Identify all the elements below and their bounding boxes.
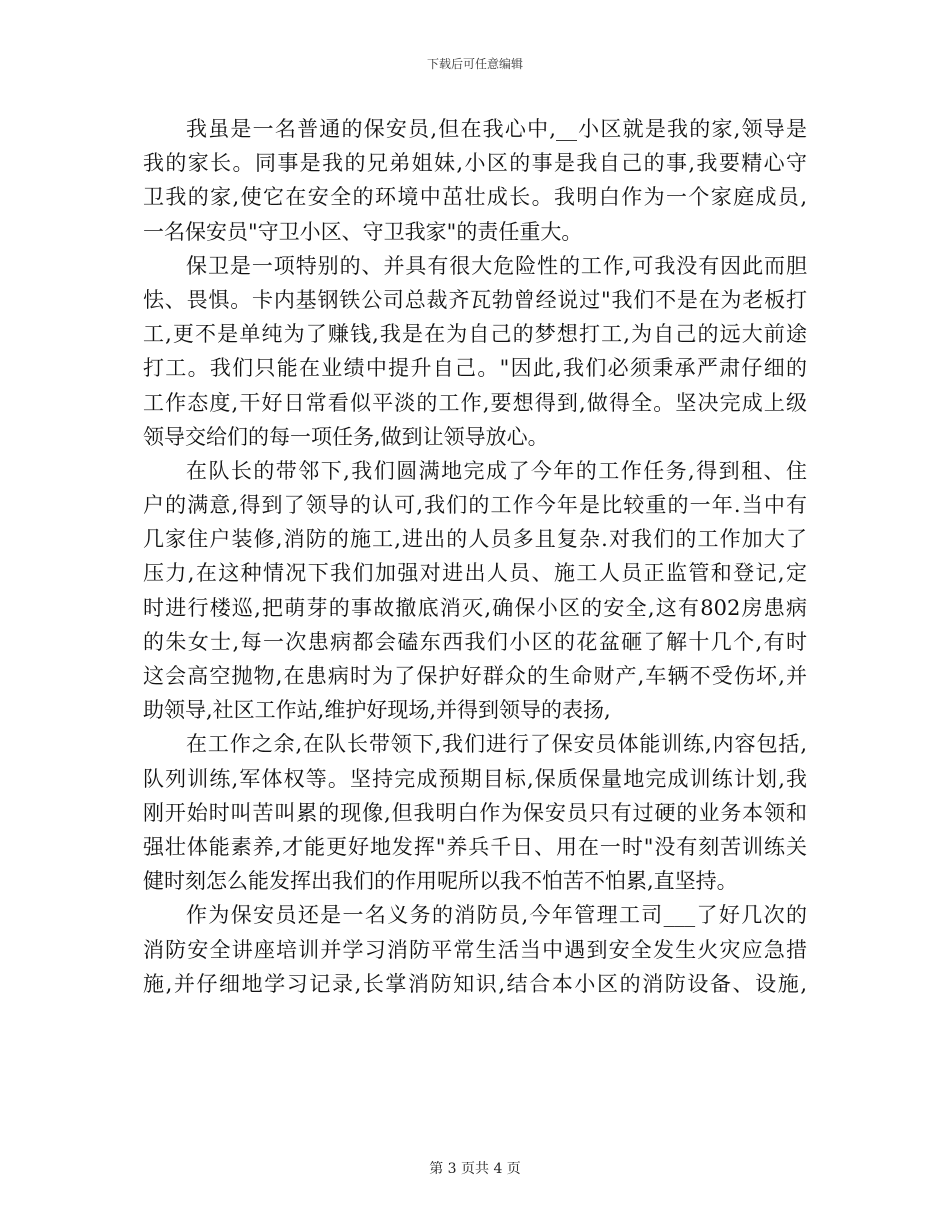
paragraph-5-line-2: 消防安全讲座培训并学习消防平常生活当中遇到安全发生火灾应急措 [143, 937, 807, 962]
paragraph-3-line-1: 在队长的带邻下,我们圆满地完成了今年的工作任务,得到租、住 [186, 458, 807, 483]
paragraph-2-line-5: 工作态度,干好日常看似平淡的工作,要想得到,做得全。坚决完成上级 [143, 390, 807, 415]
paragraph-1-line-2: 我的家长。同事是我的兄弟姐妹,小区的事是我自己的事,我要精心守 [143, 151, 807, 176]
paragraph-4-line-4: 强壮体能素养,才能更好地发挥"养兵千日、用在一时"没有刻苦训练关 [143, 834, 807, 859]
paragraph-4-line-3: 刚开始时叫苦叫累的现像,但我明白作为保安员只有过硬的业务本领和 [143, 800, 807, 825]
paragraph-2-line-1: 保卫是一项特别的、并具有很大危险性的工作,可我没有因此而胆 [186, 253, 807, 278]
paragraph-4-line-2: 队列训练,军体权等。坚持完成预期目标,保质保量地完成训练计划,我 [143, 766, 807, 791]
paragraph-2-line-3: 工,更不是单纯为了赚钱,我是在为自己的梦想打工,为自己的远大前途 [143, 322, 807, 347]
page-footer: 第 3 页共 4 页 [429, 1161, 521, 1177]
paragraph-3-line-5: 时进行楼巡,把萌芽的事故撤底消灭,确保小区的安全,这有802房患病 [143, 595, 807, 620]
page-header: 下载后可任意编辑 [426, 57, 523, 71]
paragraph-5-line-3: 施,并仔细地学习记录,长掌消防知识,结合本小区的消防设备、设施, [143, 971, 807, 996]
paragraph-2-line-4: 打工。我们只能在业绩中提升自己。"因此,我们必须秉承严肃仔细的 [143, 356, 807, 381]
paragraph-3-line-8: 助领导,社区工作站,维护好现场,并得到领导的表扬, [143, 698, 611, 723]
paragraph-3-line-7: 这会高空抛物,在患病时为了保护好群众的生命财产,车辆不受伤坏,并 [143, 664, 807, 688]
paragraph-2-line-6: 领导交给们的每一项任务,做到让领导放心。 [143, 424, 549, 449]
paragraph-1-line-1: 我虽是一名普通的保安员,但在我心中,__小区就是我的家,领导是 [186, 117, 807, 141]
paragraph-1-line-4: 一名保安员"守卫小区、守卫我家"的责任重大。 [143, 219, 583, 244]
paragraph-3-line-6: 的朱女士,每一次患病都会磕东西我们小区的花盆砸了解十几个,有时 [143, 629, 807, 654]
paragraph-3-line-2: 户的满意,得到了领导的认可,我们的工作今年是比较重的一年.当中有 [143, 493, 807, 518]
paragraph-5-line-1: 作为保安员还是一名义务的消防员,今年管理工司___了好几次的 [186, 903, 807, 928]
paragraph-4-line-1: 在工作之余,在队长带领下,我们进行了保安员体能训练,内容包括, [186, 732, 807, 757]
paragraph-2-line-2: 怯、畏惧。卡内基钢铁公司总裁齐瓦勃曾经说过"我们不是在为老板打 [143, 287, 807, 312]
paragraph-3-line-3: 几家住户装修,消防的施工,进出的人员多且复杂.对我们的工作加大了 [143, 527, 807, 552]
paragraph-1-line-3: 卫我的家,使它在安全的环境中茁壮成长。我明白作为一个家庭成员, [143, 185, 807, 210]
paragraph-3-line-4: 压力,在这种情况下我们加强对进出人员、施工人员正监管和登记,定 [143, 561, 807, 586]
paragraph-4-line-5: 健时刻怎么能发挥出我们的作用呢所以我不怕苦不怕累,直坚持。 [143, 869, 738, 894]
document-body [143, 112, 807, 1001]
